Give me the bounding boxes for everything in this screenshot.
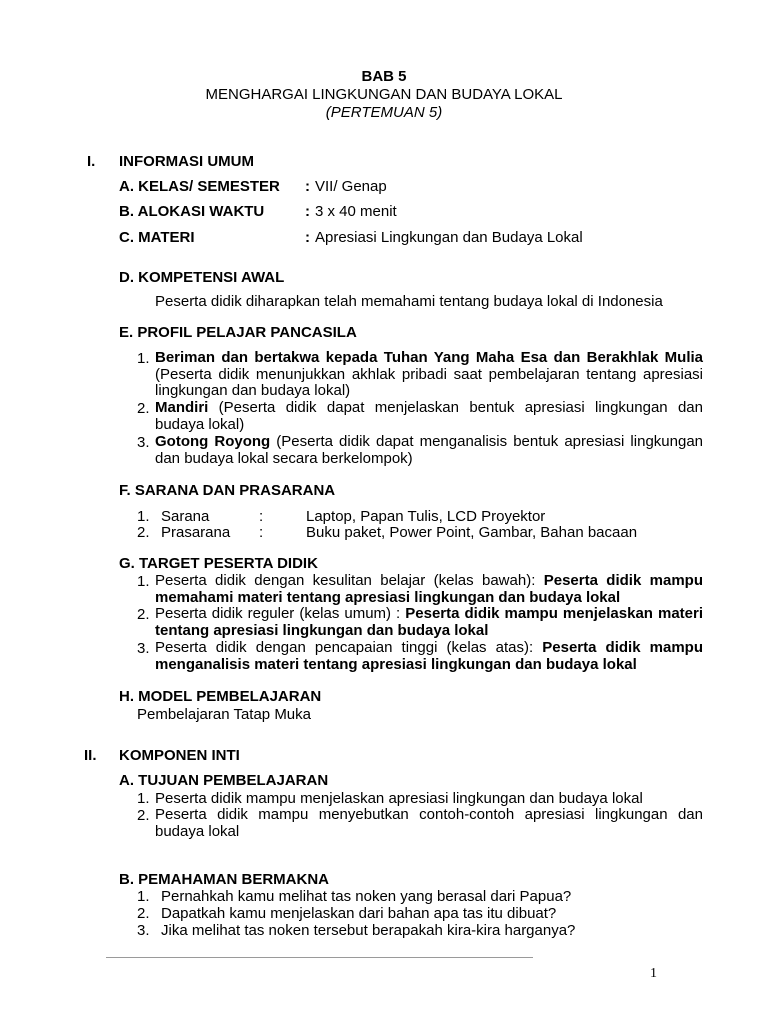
profil-title: E. PROFIL PELAJAR PANCASILA bbox=[119, 324, 357, 341]
field-materi-label: C. MATERI bbox=[119, 229, 195, 246]
profil-item-3-number: 3. bbox=[137, 434, 150, 451]
profil-item-3-text: (Peserta didik dapat menganalisis bentuk apresiasi lingkungan dan budaya lokal secara berkelompok) bbox=[155, 433, 703, 467]
profil-item-1 bbox=[155, 350, 703, 400]
sarana-item-2-value: Buku paket, Power Point, Gambar, Bahan bacaan bbox=[306, 524, 638, 541]
field-kelas-colon: : bbox=[305, 178, 310, 195]
profil-item-2-text: (Peserta didik dapat menjelaskan bentuk apresiasi lingkungan dan budaya lokal) bbox=[155, 399, 703, 433]
target-item-2-number: 2. bbox=[137, 606, 150, 623]
tujuan-item-2-text: Peserta didik mampu menyebutkan contoh-contoh apresiasi lingkungan dan budaya lokal bbox=[155, 806, 703, 840]
field-alokasi-label: B. ALOKASI WAKTU bbox=[119, 203, 265, 220]
field-alokasi-value: 3 x 40 menit bbox=[315, 203, 397, 220]
target-item-2-text: Peserta didik reguler (kelas umum) : bbox=[155, 605, 406, 622]
target-item-3-number: 3. bbox=[137, 640, 150, 657]
tujuan-item-1-number: 1. bbox=[137, 790, 150, 807]
chapter-title: MENGHARGAI LINGKUNGAN DAN BUDAYA LOKAL bbox=[205, 86, 563, 103]
sarana-item-1-label: Sarana bbox=[161, 508, 210, 525]
sarana-title: F. SARANA DAN PRASARANA bbox=[119, 482, 336, 499]
profil-item-2 bbox=[155, 400, 703, 433]
pemahaman-item-3-text: Jika melihat tas noken tersebut berapakah kira-kira harganya? bbox=[161, 922, 576, 939]
pemahaman-item-1-text: Pernahkah kamu melihat tas noken yang berasal dari Papua? bbox=[161, 888, 572, 905]
tujuan-item-2-number: 2. bbox=[137, 807, 150, 824]
profil-item-3 bbox=[155, 434, 703, 467]
target-item-1 bbox=[155, 573, 703, 606]
target-item-1-text: Peserta didik dengan kesulitan belajar (kelas bawah): bbox=[155, 572, 544, 589]
pemahaman-title: B. PEMAHAMAN BERMAKNA bbox=[119, 871, 329, 888]
sarana-item-2-label: Prasarana bbox=[161, 524, 231, 541]
sarana-item-1-colon: : bbox=[259, 508, 264, 525]
kompetensi-title: D. KOMPETENSI AWAL bbox=[119, 269, 285, 286]
profil-item-3-bold: Gotong Royong bbox=[155, 433, 271, 450]
profil-item-2-number: 2. bbox=[137, 400, 150, 417]
field-materi-value: Apresiasi Lingkungan dan Budaya Lokal bbox=[315, 229, 583, 246]
pemahaman-item-1-number: 1. bbox=[137, 888, 150, 905]
section-2-number: II. bbox=[84, 747, 97, 764]
model-title: H. MODEL PEMBELAJARAN bbox=[119, 688, 322, 705]
profil-item-1-bold: Beriman dan bertakwa kepada Tuhan Yang Maha Esa dan Berakhlak Mulia bbox=[155, 349, 703, 366]
target-item-3 bbox=[155, 640, 703, 673]
chapter-label: BAB 5 bbox=[361, 68, 407, 85]
target-title: G. TARGET PESERTA DIDIK bbox=[119, 555, 318, 572]
tujuan-item-1-text: Peserta didik mampu menjelaskan apresiasi lingkungan dan budaya lokal bbox=[155, 790, 643, 807]
sarana-item-1-number: 1. bbox=[137, 508, 150, 525]
target-item-2-bold: Peserta didik mampu menjelaskan materi tentang apresiasi lingkungan dan budaya lokal bbox=[155, 605, 704, 639]
tujuan-title: A. TUJUAN PEMBELAJARAN bbox=[119, 772, 329, 789]
model-text: Pembelajaran Tatap Muka bbox=[137, 706, 311, 723]
target-item-2 bbox=[155, 606, 703, 639]
pemahaman-item-2-number: 2. bbox=[137, 905, 150, 922]
profil-item-1-number: 1. bbox=[137, 350, 150, 367]
pemahaman-item-2-text: Dapatkah kamu menjelaskan dari bahan apa tas itu dibuat? bbox=[161, 905, 557, 922]
field-alokasi-colon: : bbox=[305, 203, 310, 220]
field-materi-colon: : bbox=[305, 229, 310, 246]
pemahaman-item-3-number: 3. bbox=[137, 922, 150, 939]
sarana-item-1-value: Laptop, Papan Tulis, LCD Proyektor bbox=[306, 508, 546, 525]
footer-divider bbox=[106, 957, 533, 958]
page-number: 1 bbox=[650, 966, 657, 981]
target-item-1-number: 1. bbox=[137, 573, 150, 590]
profil-item-1-text: (Peserta didik menunjukkan akhlak pribadi saat pembelajaran tentang apresiasi lingkungan dan budaya lokal) bbox=[155, 365, 703, 399]
target-item-3-bold: Peserta didik mampu menganalisis materi tentang apresiasi lingkungan dan budaya lokal bbox=[155, 639, 703, 673]
target-item-1-bold: Peserta didik mampu memahami materi tentang apresiasi lingkungan dan budaya lokal bbox=[155, 572, 703, 606]
sarana-item-2-colon: : bbox=[259, 524, 264, 541]
section-2-title: KOMPONEN INTI bbox=[119, 747, 240, 764]
kompetensi-text: Peserta didik diharapkan telah memahami tentang budaya lokal di Indonesia bbox=[155, 293, 663, 310]
target-item-3-text: Peserta didik dengan pencapaian tinggi (kelas atas): bbox=[155, 639, 543, 656]
field-kelas-value: VII/ Genap bbox=[315, 178, 387, 195]
field-kelas-label: A. KELAS/ SEMESTER bbox=[119, 178, 280, 195]
section-1-title: INFORMASI UMUM bbox=[119, 153, 254, 170]
chapter-subtitle: (PERTEMUAN 5) bbox=[325, 104, 443, 121]
section-1-number: I. bbox=[87, 153, 96, 170]
sarana-item-2-number: 2. bbox=[137, 524, 150, 541]
profil-item-2-bold: Mandiri bbox=[155, 399, 209, 416]
